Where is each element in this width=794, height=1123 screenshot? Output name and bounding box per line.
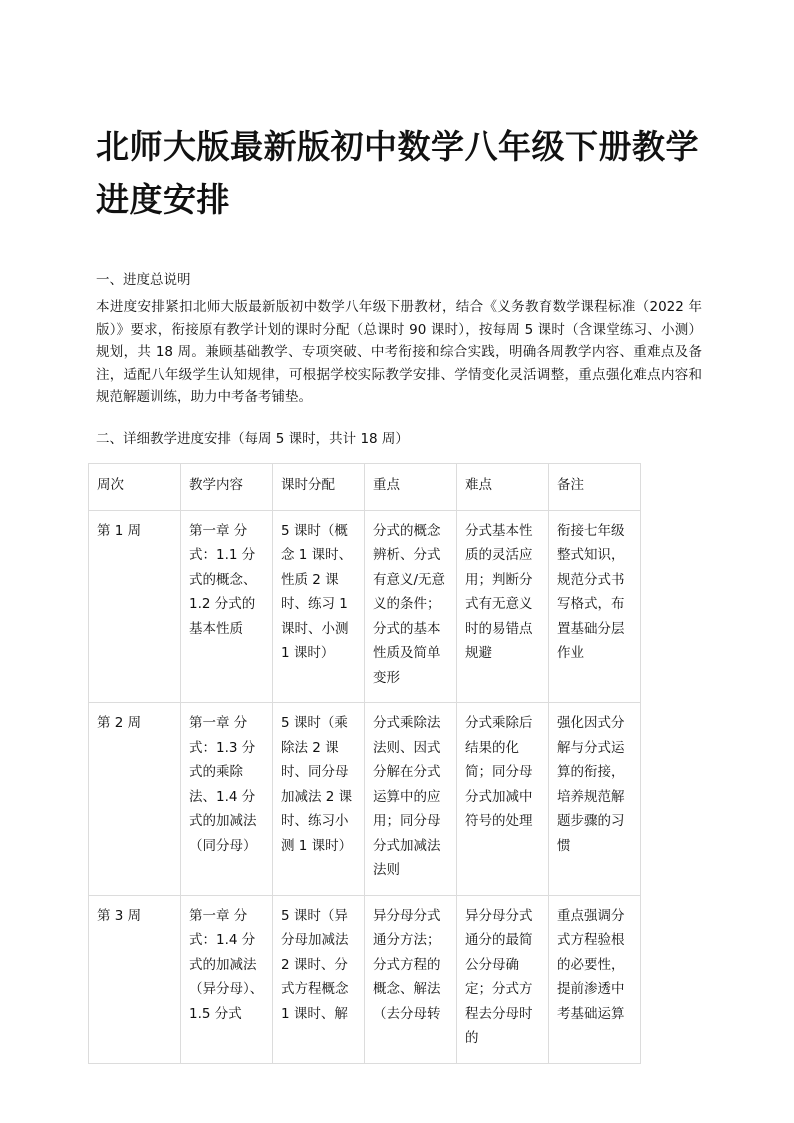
page-title: 北师大版最新版初中数学八年级下册教学进度安排	[96, 127, 699, 219]
cell-notes: 强化因式分解与分式运算的衔接，培养规范解题步骤的习惯	[549, 703, 641, 896]
table-header-row	[89, 464, 641, 511]
cell-key-points: 异分母分式通分方法；分式方程的概念、解法（去分母转	[365, 895, 457, 1063]
cell-key-points: 分式的概念辨析、分式有意义/无意义的条件；分式的基本性质及简单变形	[365, 510, 457, 703]
header-key-points: 重点	[365, 464, 457, 511]
cell-content: 第一章 分式：1.3 分式的乘除法、1.4 分式的加减法（同分母）	[181, 703, 273, 896]
header-content: 教学内容	[181, 464, 273, 511]
table-row	[89, 703, 641, 896]
schedule-table	[88, 463, 641, 1064]
cell-week: 第 3 周	[89, 895, 181, 1063]
cell-content: 第一章 分式：1.4 分式的加减法（异分母）、1.5 分式	[181, 895, 273, 1063]
header-hours: 课时分配	[273, 464, 365, 511]
table-row	[89, 895, 641, 1063]
cell-notes: 重点强调分式方程验根的必要性，提前渗透中考基础运算	[549, 895, 641, 1063]
cell-key-points: 分式乘除法法则、因式分解在分式运算中的应用；同分母分式加减法法则	[365, 703, 457, 896]
header-week: 周次	[89, 464, 181, 511]
section-heading-overview: 一、进度总说明	[96, 272, 191, 288]
cell-week: 第 2 周	[89, 703, 181, 896]
cell-hours: 5 课时（异分母加减法 2 课时、分式方程概念 1 课时、解	[273, 895, 365, 1063]
table-row	[89, 510, 641, 703]
header-difficulties: 难点	[457, 464, 549, 511]
cell-difficulties: 分式乘除后结果的化简；同分母分式加减中符号的处理	[457, 703, 549, 896]
cell-notes: 衔接七年级整式知识，规范分式书写格式，布置基础分层作业	[549, 510, 641, 703]
header-notes: 备注	[549, 464, 641, 511]
cell-hours: 5 课时（概念 1 课时、性质 2 课时、练习 1 课时、小测 1 课时）	[273, 510, 365, 703]
cell-difficulties: 分式基本性质的灵活应用；判断分式有无意义时的易错点规避	[457, 510, 549, 703]
cell-hours: 5 课时（乘除法 2 课时、同分母加减法 2 课时、练习小测 1 课时）	[273, 703, 365, 896]
cell-content: 第一章 分式：1.1 分式的概念、1.2 分式的基本性质	[181, 510, 273, 703]
cell-week: 第 1 周	[89, 510, 181, 703]
cell-difficulties: 异分母分式通分的最简公分母确定；分式方程去分母时的	[457, 895, 549, 1063]
section-heading-schedule: 二、详细教学进度安排（每周 5 课时，共计 18 周）	[96, 431, 409, 447]
overview-paragraph: 本进度安排紧扣北师大版最新版初中数学八年级下册教材，结合《义务教育数学课程标准（2022 年版）》要求，衔接原有教学计划的课时分配（总课时 90 课时），按每周 5 课时（含课堂练习、小测）规划，共 18 周。兼顾基础教学、专项突破、中考衔接和综合实践，明确各周教学内容、重难点及备注，适配八年级学生认知规律，可根据学校实际教学安排、学情变化灵活调整，重点强化难点内容和规范解题训练，助力中考备考铺垫。	[96, 299, 702, 406]
